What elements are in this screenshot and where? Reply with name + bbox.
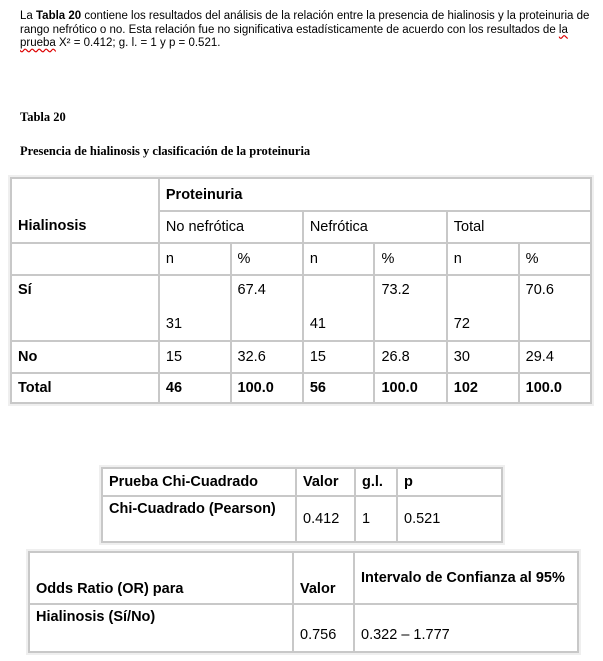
hialinosis-table xyxy=(10,177,592,404)
cell-value: 100.0 xyxy=(231,373,303,403)
cell-value: 0.756 xyxy=(293,604,354,652)
cell-value: 100.0 xyxy=(374,373,446,403)
header-prueba: Prueba Chi-Cuadrado xyxy=(102,468,296,496)
header-valor: Valor xyxy=(296,468,355,496)
cell-value: 0.521 xyxy=(397,496,502,542)
spellcheck-phrase: la prueba xyxy=(20,23,568,49)
sub-header: % xyxy=(231,243,303,275)
sub-header: n xyxy=(303,243,375,275)
table-title: Presencia de hialinosis y clasificación de la proteinuria xyxy=(20,144,311,158)
header-gl: g.l. xyxy=(355,468,397,496)
col-group-total: Total xyxy=(447,211,591,243)
group-header-proteinuria: Proteinuria xyxy=(159,178,591,211)
cell-value: 67.4 xyxy=(231,275,303,341)
table-row-total xyxy=(11,373,591,403)
cell-value: 29.4 xyxy=(519,341,591,373)
row-label: Total xyxy=(11,373,159,403)
cell-value: 31 xyxy=(159,275,231,341)
sub-header: n xyxy=(159,243,231,275)
cell-value: 30 xyxy=(447,341,519,373)
row-header-hialinosis: Hialinosis xyxy=(11,178,159,243)
odds-ratio-table xyxy=(28,551,579,653)
cell-value: 32.6 xyxy=(231,341,303,373)
cell-value: 72 xyxy=(447,275,519,341)
cell-value: 15 xyxy=(303,341,375,373)
cell-value: 73.2 xyxy=(374,275,446,341)
header-p: p xyxy=(397,468,502,496)
sub-header: % xyxy=(519,243,591,275)
sub-header: % xyxy=(374,243,446,275)
row-label: No xyxy=(11,341,159,373)
col-group-nefrotica: Nefrótica xyxy=(303,211,447,243)
cell-value: 1 xyxy=(355,496,397,542)
row-label: Hialinosis (Sí/No) xyxy=(29,604,293,652)
sub-header: n xyxy=(447,243,519,275)
header-valor: Valor xyxy=(293,552,354,604)
intro-paragraph: La Tabla 20 contiene los resultados del análisis de la relación entre la presencia de hialinosis y la proteinuria de rango nefrótico o no. Esta relación fue no significativa estadísticamente de acuerdo con los resultados de la prueba X² = 0.412; g. l. = 1 y p = 0.521. xyxy=(20,10,590,49)
empty-cell xyxy=(11,243,159,275)
cell-value: 46 xyxy=(159,373,231,403)
table-reference: Tabla 20 xyxy=(36,10,82,22)
table-row xyxy=(102,496,502,542)
cell-value: 70.6 xyxy=(519,275,591,341)
cell-value: 26.8 xyxy=(374,341,446,373)
row-label: Sí xyxy=(11,275,159,341)
cell-value: 41 xyxy=(303,275,375,341)
table-row xyxy=(29,604,578,652)
cell-value: 56 xyxy=(303,373,375,403)
col-group-no-nefrotica: No nefrótica xyxy=(159,211,303,243)
header-odds-ratio: Odds Ratio (OR) para xyxy=(29,552,293,604)
cell-value: 15 xyxy=(159,341,231,373)
table-row-si xyxy=(11,275,591,341)
cell-value: 100.0 xyxy=(519,373,591,403)
chi-square-table xyxy=(101,467,503,543)
cell-value: 0.322 – 1.777 xyxy=(354,604,578,652)
cell-value: 102 xyxy=(447,373,519,403)
header-intervalo: Intervalo de Confianza al 95% xyxy=(354,552,578,604)
table-label: Tabla 20 xyxy=(20,110,66,124)
test-name: Chi-Cuadrado (Pearson) xyxy=(102,496,296,542)
table-row-no xyxy=(11,341,591,373)
cell-value: 0.412 xyxy=(296,496,355,542)
